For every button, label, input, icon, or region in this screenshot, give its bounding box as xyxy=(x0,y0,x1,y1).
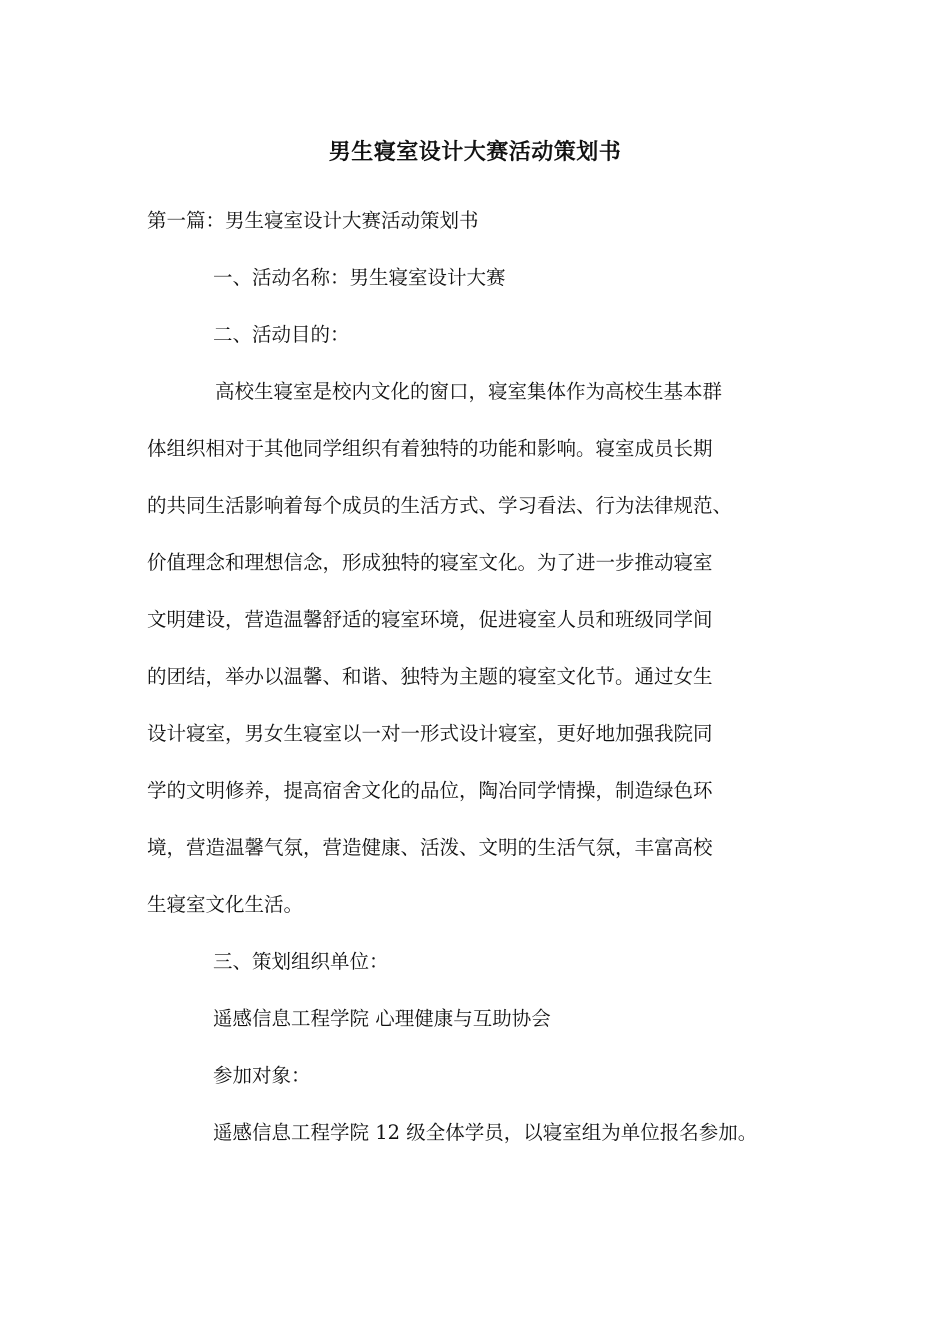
paragraph-line: 体组织相对于其他同学组织有着独特的功能和影响。寝室成员长期 xyxy=(147,437,713,460)
paragraph-line: 学的文明修养，提高宿舍文化的品位，陶冶同学情操，制造绿色环 xyxy=(147,779,713,802)
item-activity-name: 一、活动名称：男生寝室设计大赛 xyxy=(213,266,506,289)
item-activity-purpose: 二、活动目的： xyxy=(213,323,350,346)
document-title: 男生寝室设计大赛活动策划书 xyxy=(328,139,622,165)
participants-description: 遥感信息工程学院 12 级全体学员，以寝室组为单位报名参加。 xyxy=(213,1121,758,1144)
participants-label: 参加对象： xyxy=(213,1064,311,1087)
paragraph-line: 境，营造温馨气氛，营造健康、活泼、文明的生活气氛，丰富高校 xyxy=(147,836,713,859)
item-organizer-heading: 三、策划组织单位： xyxy=(213,950,389,973)
section-heading: 第一篇：男生寝室设计大赛活动策划书 xyxy=(147,209,479,232)
paragraph-line: 设计寝室，男女生寝室以一对一形式设计寝室，更好地加强我院同 xyxy=(147,722,713,745)
organizer-name: 遥感信息工程学院 心理健康与互助协会 xyxy=(213,1007,551,1030)
paragraph-line: 文明建设，营造温馨舒适的寝室环境，促进寝室人员和班级同学间 xyxy=(147,608,713,631)
paragraph-line: 价值理念和理想信念，形成独特的寝室文化。为了进一步推动寝室 xyxy=(147,551,713,574)
paragraph-line: 高校生寝室是校内文化的窗口，寝室集体作为高校生基本群 xyxy=(215,380,723,403)
paragraph-line: 的共同生活影响着每个成员的生活方式、学习看法、行为法律规范、 xyxy=(147,494,733,517)
paragraph-line: 生寝室文化生活。 xyxy=(147,893,304,916)
paragraph-line: 的团结，举办以温馨、和谐、独特为主题的寝室文化节。通过女生 xyxy=(147,665,713,688)
